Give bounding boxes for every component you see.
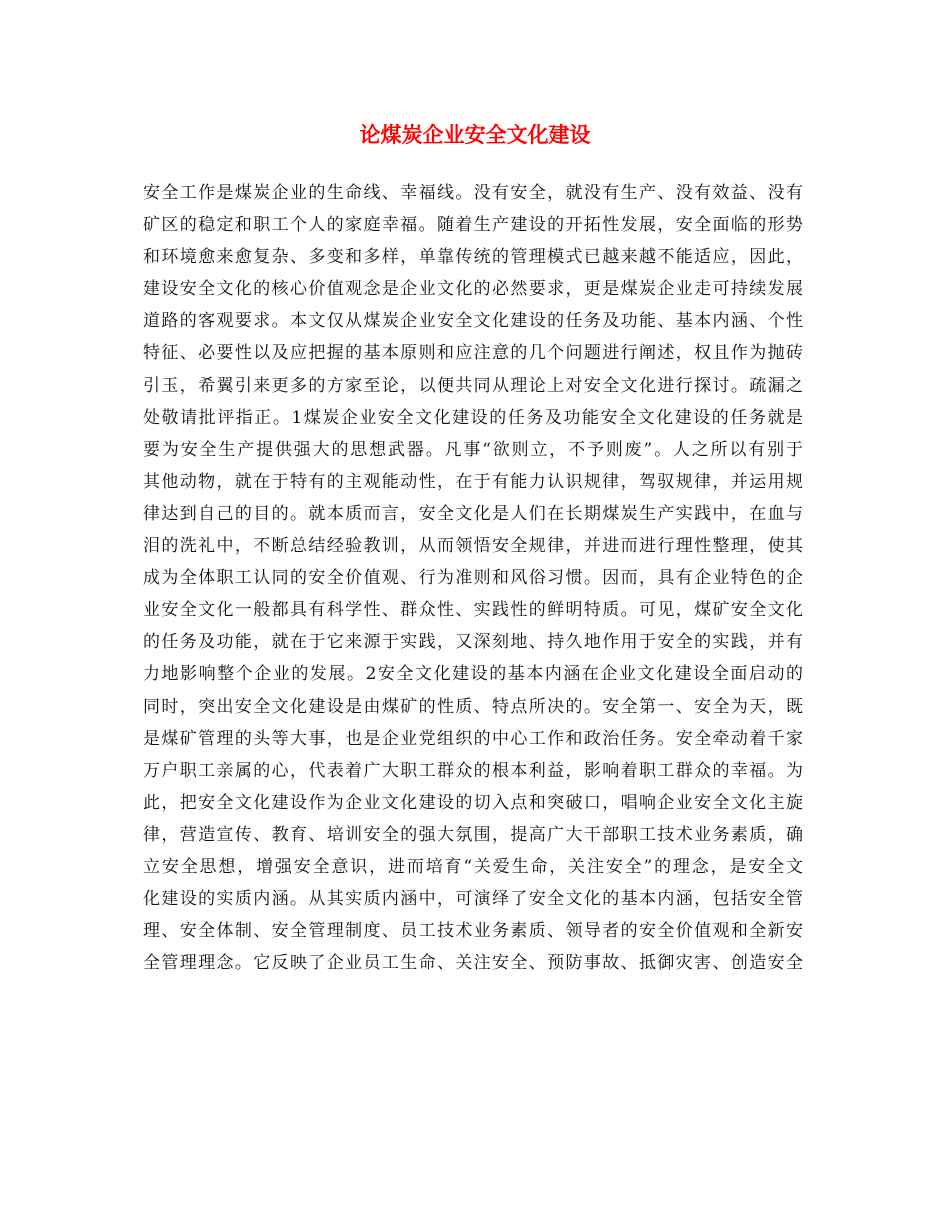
body-line: 处敬请批评指正。1煤炭企业安全文化建设的任务及功能安全文化建设的任务就是 xyxy=(143,407,803,428)
body-line: 立安全思想，增强安全意识，进而培育“关爱生命，关注安全”的理念，是安全文 xyxy=(143,856,803,877)
body-line: 万户职工亲属的心，代表着广大职工群众的根本利益，影响着职工群众的幸福。为 xyxy=(143,760,803,781)
body-line: 和环境愈来愈复杂、多变和多样，单靠传统的管理模式已越来越不能适应，因此， xyxy=(143,247,803,268)
body-line: 特征、必要性以及应把握的基本原则和应注意的几个问题进行阐述，权且作为抛砖 xyxy=(143,343,803,364)
body-line: 是煤矿管理的头等大事，也是企业党组织的中心工作和政治任务。安全牵动着千家 xyxy=(143,728,803,749)
body-line: 其他动物，就在于特有的主观能动性，在于有能力认识规律，驾驭规律，并运用规 xyxy=(143,471,803,492)
body-line: 矿区的稳定和职工个人的家庭幸福。随着生产建设的开拓性发展，安全面临的形势 xyxy=(143,215,803,236)
body-line: 业安全文化一般都具有科学性、群众性、实践性的鲜明特质。可见，煤矿安全文化 xyxy=(143,600,803,621)
document-title: 论煤炭企业安全文化建设 xyxy=(359,122,591,147)
body-line: 引玉，希翼引来更多的方家至论，以便共同从理论上对安全文化进行探讨。疏漏之 xyxy=(143,375,803,396)
body-line: 此，把安全文化建设作为企业文化建设的切入点和突破口，唱响企业安全文化主旋 xyxy=(143,792,803,813)
document-body xyxy=(143,177,803,979)
body-line: 泪的洗礼中，不断总结经验教训，从而领悟安全规律，并进而进行理性整理，使其 xyxy=(143,536,803,557)
body-line: 的任务及功能，就在于它来源于实践，又深刻地、持久地作用于安全的实践，并有 xyxy=(143,632,803,653)
body-line: 成为全体职工认同的安全价值观、行为准则和风俗习惯。因而，具有企业特色的企 xyxy=(143,568,803,589)
body-line: 要为安全生产提供强大的思想武器。凡事“欲则立，不予则废”。人之所以有别于 xyxy=(143,439,803,460)
body-line: 律达到自己的目的。就本质而言，安全文化是人们在长期煤炭生产实践中，在血与 xyxy=(143,503,803,524)
body-line: 道路的客观要求。本文仅从煤炭企业安全文化建设的任务及功能、基本内涵、个性 xyxy=(143,311,803,332)
body-line: 力地影响整个企业的发展。2安全文化建设的基本内涵在企业文化建设全面启动的 xyxy=(143,664,803,685)
body-line: 建设安全文化的核心价值观念是企业文化的必然要求，更是煤炭企业走可持续发展 xyxy=(143,279,803,300)
body-line: 同时，突出安全文化建设是由煤矿的性质、特点所决的。安全第一、安全为天，既 xyxy=(143,696,803,717)
body-line: 安全工作是煤炭企业的生命线、幸福线。没有安全，就没有生产、没有效益、没有 xyxy=(143,183,803,203)
body-line: 全管理理念。它反映了企业员工生命、关注安全、预防事故、抵御灾害、创造安全 xyxy=(143,953,803,974)
body-line: 化建设的实质内涵。从其实质内涵中，可演绎了安全文化的基本内涵，包括安全管 xyxy=(143,889,803,910)
body-line: 理、安全体制、安全管理制度、员工技术业务素质、领导者的安全价值观和全新安 xyxy=(143,921,803,942)
body-line: 律，营造宣传、教育、培训安全的强大氛围，提高广大干部职工技术业务素质，确 xyxy=(143,824,803,845)
